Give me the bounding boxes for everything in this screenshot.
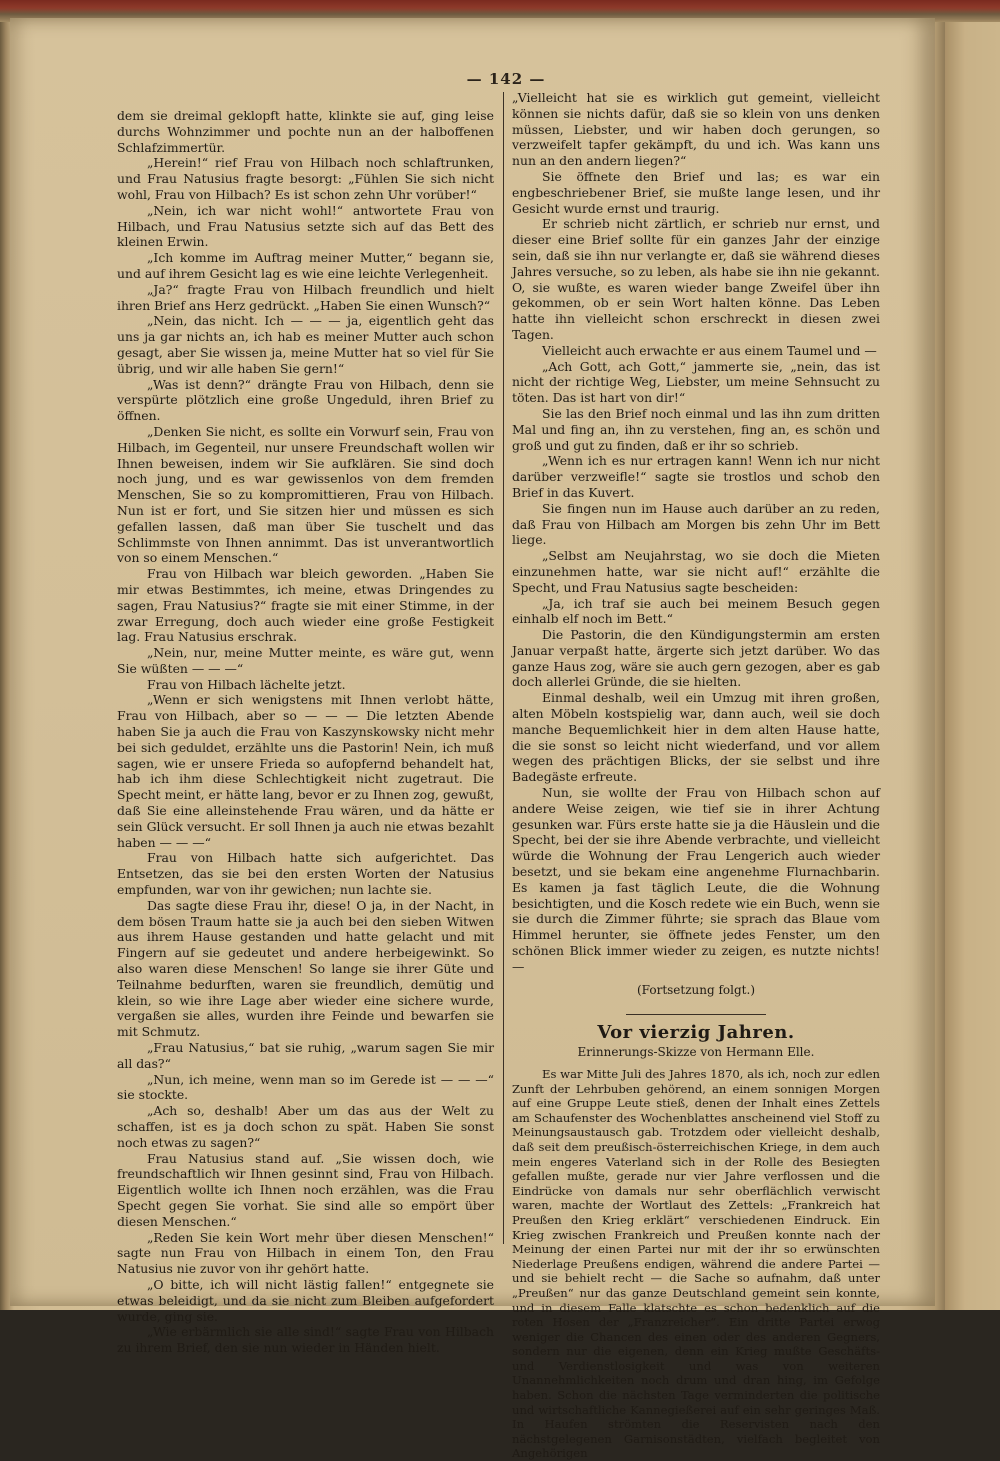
paragraph: „Vielleicht hat sie es wirklich gut gemeint, vielleicht können sie nichts dafür, daß sie so klein von uns denken müssen, Liebster, und wir haben doch gerungen, so verzweifelt tapfer gekämpft, du und ich. Was kann uns nun an den andern liegen?“ bbox=[512, 90, 880, 169]
paragraph: Die Pastorin, die den Kündigungstermin am ersten Januar verpaßt hatte, ärgerte sich jetzt darüber. Wo das ganze Haus zog, wäre sie auch gern gezogen, aber es gab doch allerlei Gründe, die sie hielten. bbox=[512, 627, 880, 690]
paragraph: Er schrieb nicht zärtlich, er schrieb nur ernst, und dieser eine Brief sollte für ein ganzes Jahr der einzige sein, daß sie ihn nur verlangte er, daß sie während dieses Jahres versuche, so zu leben, als habe sie ihn nie gekannt. O, sie wußte, es waren wieder bange Zweifel über ihn gekommen, ob er sein Wort halten könne. Das Leben hatte ihn vielleicht schon erschreckt in diesen zwei Tagen. bbox=[512, 216, 880, 342]
paragraph: „Nun, ich meine, wenn man so im Gerede ist — — —“ sie stockte. bbox=[117, 1071, 494, 1103]
article-subtitle: Erinnerungs-Skizze von Hermann Elle. bbox=[577, 1045, 815, 1060]
paragraph: „Nein, nur, meine Mutter meinte, es wäre gut, wenn Sie wüßten — — —“ bbox=[117, 645, 494, 676]
paragraph: „Ja?“ fragte Frau von Hilbach freundlich und hielt ihren Brief ans Herz gedrückt. „Haben Sie einen Wunsch?“ bbox=[117, 281, 494, 313]
continuation-note: (Fortsetzung folgt.) bbox=[637, 982, 755, 997]
paragraph: Einmal deshalb, weil ein Umzug mit ihren großen, alten Möbeln kostspielig war, dann auch, weil sie doch manche Bequemlichkeit hier in dem alten Hause hatte, die sie sonst so leicht nicht wiederfand, und vor allem wegen des prächtigen Blicks, der sie selbst und ihre Badegäste erfreute. bbox=[512, 690, 880, 785]
paragraph: „O bitte, ich will nicht lästig fallen!“ entgegnete sie etwas beleidigt, und da sie nicht zum Bleiben aufgefordert wurde, ging sie. bbox=[117, 1276, 494, 1324]
column-rule bbox=[503, 92, 504, 1244]
paragraph: Frau von Hilbach war bleich geworden. „Haben Sie mir etwas Bestimmtes, ich meine, etwas Dringendes zu sagen, Frau Natusius?“ fragte sie mit einer Stimme, in der zwar Erregung, doch auch wieder eine große Festigkeit lag. Frau Natusius erschrak. bbox=[117, 566, 494, 645]
paragraph: Sie fingen nun im Hause auch darüber an zu reden, daß Frau von Hilbach am Morgen bis zehn Uhr im Bett liege. bbox=[512, 500, 880, 548]
paragraph: dem sie dreimal geklopft hatte, klinkte sie auf, ging leise durchs Wohnzimmer und pochte nun an der halboffenen Schlafzimmertür. bbox=[117, 108, 494, 155]
paragraph: „Herein!“ rief Frau von Hilbach noch schlaftrunken, und Frau Natusius fragte besorgt: „Fühlen Sie sich nicht wohl, Frau von Hilbach? Es ist schon zehn Uhr vorüber!“ bbox=[117, 155, 494, 202]
paragraph: „Ach so, deshalb! Aber um das aus der Welt zu schaffen, ist es ja doch schon zu spät. Haben Sie sonst noch etwas zu sagen?“ bbox=[117, 1103, 494, 1150]
paragraph: „Wenn er sich wenigstens mit Ihnen verlobt hätte, Frau von Hilbach, aber so — — — Die letzten Abende haben Sie ja auch die Frau von Kaszynskowsky nicht mehr bei sich geduldet, erzählte uns die Pastorin! Nein, ich muß sagen, wie er unsere Frieda so aufopfernd behandelt hat, hab ich ihm diese Schlechtigkeit nicht zugetraut. Die Specht meint, er hätte lang, bevor er zu Ihnen zog, gewußt, daß Sie eine alleinstehende Frau wären, und da hätte er sein Glück versucht. Er soll Ihnen ja auch nie etwas bezahlt haben — — —“ bbox=[117, 692, 494, 850]
section-divider bbox=[626, 1014, 766, 1015]
paragraph: „Nein, ich war nicht wohl!“ antwortete Frau von Hilbach, und Frau Natusius setzte sich auf das Bett des kleinen Erwin. bbox=[117, 202, 494, 250]
article-title: Vor vierzig Jahren. bbox=[597, 1022, 795, 1044]
paragraph: „Denken Sie nicht, es sollte ein Vorwurf sein, Frau von Hilbach, im Gegenteil, nur unsere Freundschaft wollen wir Ihnen beweisen, indem wir Sie aufklären. Sie sind doch noch jung, und es war gewissenlos von dem fremden Menschen, Sie so zu kompromittieren, Frau von Hilbach. Nun ist er fort, und Sie sitzen hier und müssen es sich gefallen lassen, daß man über Sie tuschelt und das Schlimmste von Ihnen annimmt. Das ist unverantwortlich von so einem Menschen.“ bbox=[117, 423, 494, 566]
paragraph: „Ich komme im Auftrag meiner Mutter,“ begann sie, und auf ihrem Gesicht lag es wie eine leichte Verlegenheit. bbox=[117, 250, 494, 281]
paragraph: Nun, sie wollte der Frau von Hilbach schon auf andere Weise zeigen, wie tief sie in ihrer Achtung gesunken war. Fürs erste hatte sie ja die Häuslein und die Specht, bei der sie ihre Abende verbrachte, und vielleicht würde die Wohnung der Frau Lengerich auch wieder besetzt, und sie bekam eine angenehme Flurnachbarin. Es kamen ja fast täglich Leute, die die Wohnung besichtigten, und die Kosch redete wie ein Buch, wenn sie sie durch die Zimmer führte; sie sprach das Blaue vom Himmel herunter, sie öffnete jedes Fenster, um den schönen Blick immer wieder zu zeigen, es nutzte nichts! — bbox=[512, 785, 880, 974]
paragraph: „Ach Gott, ach Gott,“ jammerte sie, „nein, das ist nicht der richtige Weg, Liebster, um meine Sehnsucht zu töten. Das ist hart von dir!“ bbox=[512, 358, 880, 406]
paragraph: Das sagte diese Frau ihr, diese! O ja, in der Nacht, in dem bösen Traum hatte sie ja auch bei den sieben Witwen aus ihrem Hause gestanden und hatte gelacht und mit Fingern auf sie gedeutet und andere herbeigewinkt. So also waren diese Menschen! So lange sie ihrer Güte und Teilnahme bedurften, waren sie freundlich, demütig und klein, so wie ihre Lage aber wieder eine sichere wurde, vergaßen sie alles, wurden ihre Feinde und bewarfen sie mit Schmutz. bbox=[117, 897, 494, 1040]
paragraph: Sie öffnete den Brief und las; es war ein engbeschriebener Brief, sie mußte lange lesen, und ihr Gesicht wurde ernst und traurig. bbox=[512, 168, 880, 216]
adjacent-page-edge bbox=[945, 22, 1000, 1310]
paragraph: Frau von Hilbach lächelte jetzt. bbox=[147, 676, 346, 692]
paragraph: „Reden Sie kein Wort mehr über diesen Menschen!“ sagte nun Frau von Hilbach in einem Ton, den Frau Natusius nie zuvor von ihr gehört hatte. bbox=[117, 1229, 494, 1277]
paragraph: „Was ist denn?“ drängte Frau von Hilbach, denn sie verspürte plötzlich eine große Ungeduld, ihren Brief zu öffnen. bbox=[117, 376, 494, 424]
paragraph: „Frau Natusius,“ bat sie ruhig, „warum sagen Sie mir all das?“ bbox=[117, 1040, 494, 1071]
article-body bbox=[512, 1067, 880, 1461]
right-column bbox=[512, 90, 880, 1461]
paragraph: „Ja, ich traf sie auch bei meinem Besuch gegen einhalb elf noch im Bett.“ bbox=[512, 595, 880, 627]
paragraph: Sie las den Brief noch einmal und las ihn zum dritten Mal und fing an, ihn zu verstehen, fing an, es schön und groß und gut zu finden, daß er ihr so schrieb. bbox=[512, 405, 880, 453]
paragraph: „Selbst am Neujahrstag, wo sie doch die Mieten einzunehmen hatte, war sie nicht auf!“ erzählte die Specht, und Frau Natusius sagte bescheiden: bbox=[512, 548, 880, 595]
paragraph: „Wie erbärmlich sie alle sind!“ sagte Frau von Hilbach zu ihrem Brief, den sie nun wieder in Händen hielt. bbox=[117, 1324, 494, 1356]
article-paragraph: Es war Mitte Juli des Jahres 1870, als ich, noch zur edlen Zunft der Lehrbuben gehörend, an einem sonnigen Morgen auf eine Gruppe Leute stieß, denen der Inhalt eines Zettels am Schaufenster des Wochenblattes anscheinend viel Stoff zu Meinungsaustausch gab. Trotzdem oder vielleicht deshalb, daß seit dem preußisch-österreichischen Kriege, in dem auch mein engeres Vaterland sich in der Rolle des Besiegten gefallen mußte, gerade nur vier Jahre verflossen und die Eindrücke von damals nur sehr oberflächlich verwischt waren, machte der Wortlaut des Zettels: „Frankreich hat Preußen den Krieg erklärt“ verschiedenen Eindruck. Ein Krieg zwischen Frankreich und Preußen konnte nach der Meinung der einen Partei nur mit der ihr so erwünschten Niederlage Preußens endigen, während die andere Partei — und sie behielt recht — die Sache so aufnahm, daß unter „Preußen“ nur das ganze Deutschland gemeint sein konnte, und in diesem Falle klatschte es schon bedenklich auf die roten Hosen der „Franzreicher“. Ein dritte Partei erwog weniger die Chancen des einen oder des anderen Gegners, sondern nur die eigenen, denn ein Krieg mußte Geschäfts- und Verdienstlosigkeit und was von weiteren Unannehmlichkeiten noch drum und dran hing, im Gefolge haben. Schon die nächsten Tage verminderten die politische und wirtschaftliche Kannegießerei auf ein sehr geringes Maß. In Haufen strömten die Reservisten nach den nächstgelegenen Garnisonstädten, vielfach begleitet von Angehörigen bbox=[512, 1067, 880, 1461]
paragraph: „Nein, das nicht. Ich — — — ja, eigentlich geht das uns ja gar nichts an, ich hab es meiner Mutter auch schon gesagt, aber Sie wissen ja, meine Mutter hat so viel für Sie übrig, und wir alle haben Sie gern!“ bbox=[117, 313, 494, 376]
left-column bbox=[117, 108, 494, 1356]
paragraph: Vielleicht auch erwachte er aus einem Taumel und — bbox=[542, 342, 877, 358]
paragraph: „Wenn ich es nur ertragen kann! Wenn ich nur nicht darüber verzweifle!“ sagte sie trostlos und schob den Brief in das Kuvert. bbox=[512, 453, 880, 500]
paragraph: Frau von Hilbach hatte sich aufgerichtet. Das Entsetzen, das sie bei den ersten Worten der Natusius empfunden, war von ihr gewichen; nun lachte sie. bbox=[117, 850, 494, 898]
page-number: — 142 — bbox=[466, 70, 546, 88]
paragraph: Frau Natusius stand auf. „Sie wissen doch, wie freundschaftlich wir Ihnen gesinnt sind, Frau von Hilbach. Eigentlich wollte ich Ihnen noch erzählen, was die Frau Specht gegen Sie vorhat. Sie sind alle so empört über diesen Menschen.“ bbox=[117, 1150, 494, 1229]
